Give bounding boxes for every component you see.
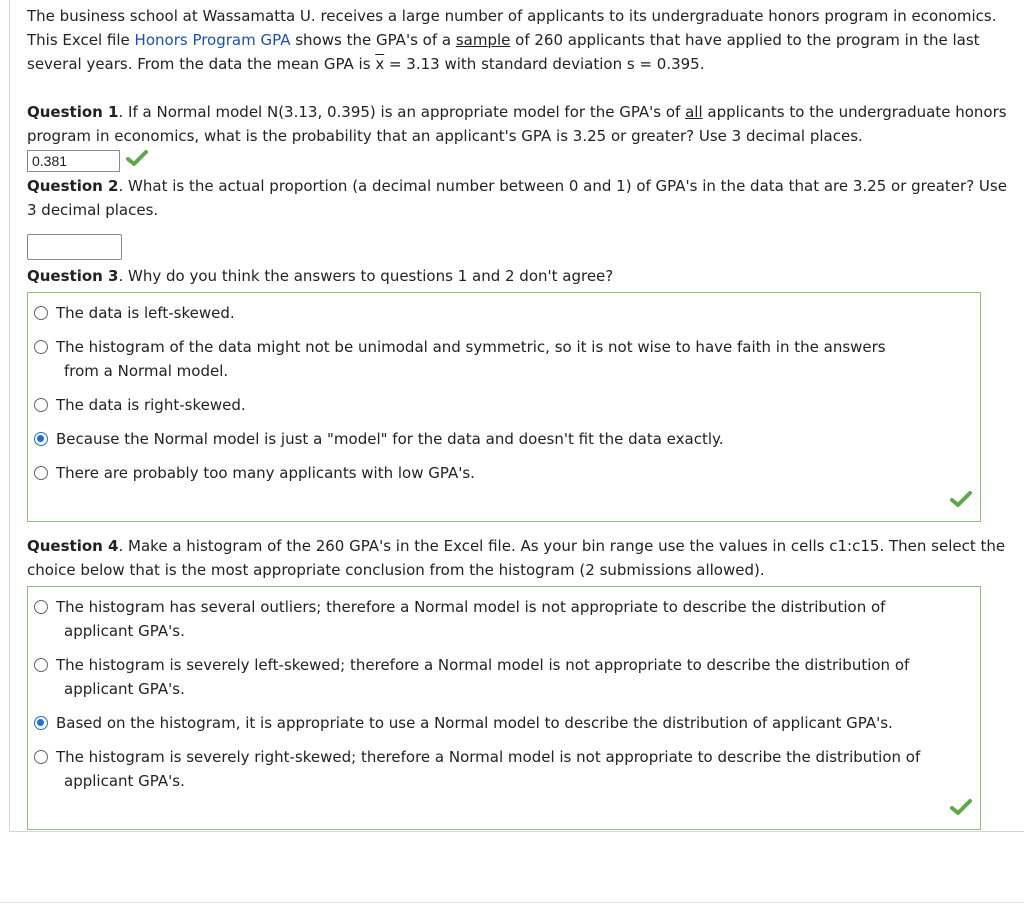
question-2-text-body: . What is the actual proportion (a decimal number between 0 and 1) of GPA's in the data that are 3.25 or greater? Use 3 decimal places.	[27, 177, 1007, 219]
radio-button[interactable]	[34, 658, 48, 672]
correct-check-icon	[950, 798, 972, 823]
question-1-label: Question 1	[27, 103, 119, 121]
intro-text-2: shows the GPA's of a	[290, 31, 456, 49]
intro-text-4: = 3.13 with standard deviation s = 0.395.	[384, 55, 705, 73]
question-4-choice[interactable]: The histogram is severely left-skewed; therefore a Normal model is not appropriate to describe the distribution of applicant GPA's.	[28, 653, 980, 701]
question-1-text	[27, 100, 1012, 148]
correct-check-icon	[126, 149, 148, 174]
question-content	[27, 4, 1012, 830]
intro-text-1: The business school at Wassamatta U. receives a large number of applicants to its undergraduate honors program in economics. This Excel file	[27, 7, 997, 49]
question-4-choices	[27, 586, 981, 830]
question-1-answer-row	[27, 149, 1012, 173]
question-3-choice[interactable]: There are probably too many applicants with low GPA's.	[28, 461, 980, 485]
question-4-choice[interactable]: The histogram has several outliers; therefore a Normal model is not appropriate to describe the distribution of applicant GPA's.	[28, 595, 980, 643]
correct-check-icon	[950, 490, 972, 515]
question-4-text-body: . Make a histogram of the 260 GPA's in the Excel file. As your bin range use the values in cells c1:c15. Then select the choice below that is the most appropriate conclusion from the histogram (2 submissions allowed).	[27, 537, 1006, 579]
sample-word: sample	[455, 31, 511, 49]
intro-text-3: of 260 applicants that have applied to the program in the last several years. From the data the mean GPA is	[27, 31, 980, 73]
radio-button[interactable]	[34, 600, 48, 614]
question-3-choice[interactable]: Because the Normal model is just a "model" for the data and doesn't fit the data exactly.	[28, 427, 980, 451]
question-2-label: Question 2	[27, 177, 119, 195]
question-4-choice[interactable]: The histogram is severely right-skewed; therefore a Normal model is not appropriate to describe the distribution of applicant GPA's.	[28, 745, 980, 793]
radio-button[interactable]	[34, 466, 48, 480]
radio-button[interactable]	[34, 306, 48, 320]
question-2-text	[27, 174, 1012, 222]
question-4-choice[interactable]: Based on the histogram, it is appropriate to use a Normal model to describe the distribution of applicant GPA's.	[28, 711, 980, 735]
question-1-text-part2: applicants to the undergraduate honors program in economics, what is the probability that an applicant's GPA is 3.25 or greater? Use 3 decimal places.	[27, 103, 1007, 145]
question-3-choice[interactable]: The data is left-skewed.	[28, 301, 980, 325]
question-3-choice[interactable]: The histogram of the data might not be unimodal and symmetric, so it is not wise to have faith in the answers from a Normal model.	[28, 335, 980, 383]
all-word: all	[685, 103, 703, 121]
x-bar-symbol: $\overline{x}$	[375, 55, 385, 73]
radio-button-selected[interactable]	[34, 432, 48, 446]
question-4-label: Question 4	[27, 537, 119, 555]
honors-program-gpa-link[interactable]: Honors Program GPA	[134, 31, 291, 49]
question-1-text-part1: . If a Normal model N(3.13, 0.395) is an appropriate model for the GPA's of	[118, 103, 686, 121]
question-2-answer-input[interactable]	[27, 234, 122, 260]
footer-divider	[0, 902, 1024, 903]
question-3-label: Question 3	[27, 267, 119, 285]
radio-button[interactable]	[34, 340, 48, 354]
question-3-choice[interactable]: The data is right-skewed.	[28, 393, 980, 417]
question-1-answer-input[interactable]: 0.381	[27, 150, 120, 172]
question-4-text	[27, 534, 1012, 582]
intro-paragraph	[27, 4, 1012, 76]
radio-button[interactable]	[34, 398, 48, 412]
radio-button-selected[interactable]	[34, 716, 48, 730]
question-3-text-body: . Why do you think the answers to questions 1 and 2 don't agree?	[118, 267, 614, 285]
radio-button[interactable]	[34, 750, 48, 764]
question-3-text	[27, 264, 1012, 288]
question-3-choices	[27, 292, 981, 522]
